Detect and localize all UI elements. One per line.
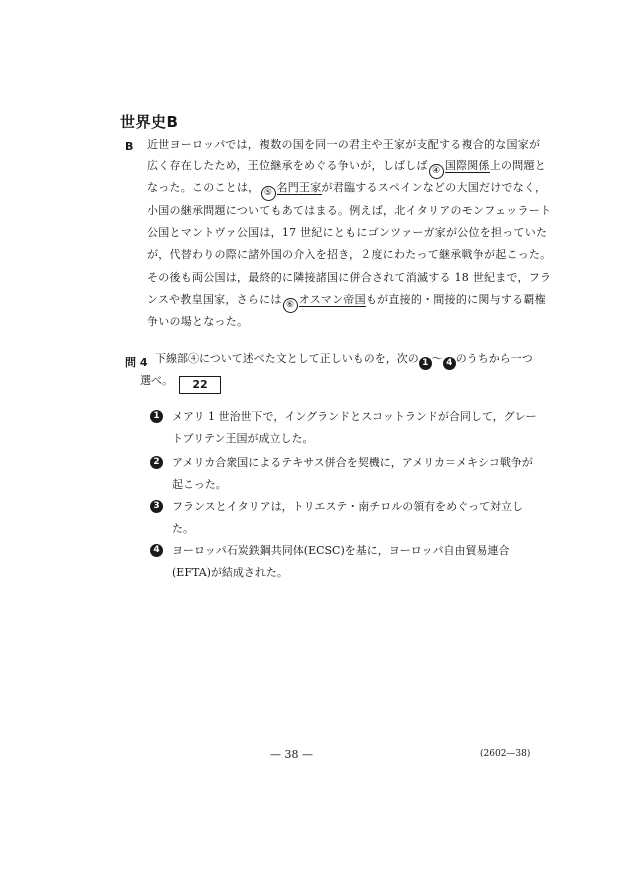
passage-text: もが直接的・間接的に関与する覇権 (365, 293, 546, 306)
passage-text: なった。このことは， (147, 181, 260, 194)
passage-line-7 (147, 271, 551, 285)
passage-text: その後も両公国は，最終的に隣接諸国に併合されて消滅する 18 世紀まで，フラ (147, 271, 552, 284)
passage-text: 争いの場となった。 (147, 315, 249, 328)
option-text: トブリテン王国が成立した。 (172, 432, 314, 445)
option-text: アメリカ合衆国によるテキサス併合を契機に，アメリカ＝メキシコ戦争が (172, 456, 533, 469)
subject-heading: 世界史B (120, 113, 179, 131)
passage-line-2 (147, 159, 546, 179)
passage-line-5 (147, 226, 547, 240)
passage-text: ンスや教皇国家，さらには (147, 293, 282, 306)
underlined-term-4: 国際関係 (444, 159, 490, 172)
passage-line-9 (147, 315, 248, 329)
underlined-term-5: 名門王家 (276, 181, 322, 194)
passage-text: 上の問題と (489, 159, 547, 172)
question-label: 問 4 (125, 356, 148, 369)
passage-line-4 (147, 204, 551, 218)
option-text: た。 (172, 522, 194, 535)
passage-line-3 (147, 181, 546, 201)
passage-line-6 (147, 248, 551, 262)
option-badge: 4 (150, 544, 163, 557)
question-line-1 (155, 352, 533, 370)
option-text: 起こった。 (172, 478, 227, 491)
page-number: — 38 — (270, 748, 313, 761)
range-separator: ～ (431, 352, 443, 365)
underline-marker-4: ④ (429, 164, 444, 179)
passage-text: が君臨するスペインなどの大国だけでなく， (321, 181, 547, 194)
passage-label: B (125, 140, 134, 153)
passage-text: 広く存在したため，王位継承をめぐる争いが，しばしば (147, 159, 428, 172)
option-badge: 1 (150, 410, 163, 423)
passage-text: 公国とマントヴァ公国は，17 世紀にともにゴンツァーガ家が公位を担っていた (147, 226, 548, 239)
underline-marker-5: ⑤ (261, 186, 276, 201)
option-text: ヨーロッパ石炭鉄鋼共同体(ECSC)を基に，ヨーロッパ自由貿易連合 (172, 544, 510, 557)
question-text: 下線部④について述べた文として正しいものを，次の (155, 352, 419, 365)
question-text: 選べ。 (140, 374, 173, 387)
option-badge: 3 (150, 500, 163, 513)
range-start-badge: 1 (419, 357, 432, 370)
underline-marker-6: ⑥ (283, 298, 298, 313)
option-badge: 2 (150, 456, 163, 469)
question-line-2 (140, 374, 221, 394)
question-text: のうちから一つ (455, 352, 533, 365)
answer-box[interactable]: 22 (179, 376, 221, 394)
option-text: メアリ 1 世治世下で，イングランドとスコットランドが合同して，グレー (172, 410, 537, 423)
page-code: (2602—38) (480, 749, 531, 759)
option-text: フランスとイタリアは，トリエステ・南チロルの領有をめぐって対立し (172, 500, 524, 513)
passage-text: 近世ヨーロッパでは，複数の国を同一の君主や王家が支配する複合的な国家が (147, 138, 541, 151)
passage-text: 小国の継承問題についてもあてはまる。例えば，北イタリアのモンフェッラート (147, 204, 552, 217)
passage-line-8 (147, 293, 546, 313)
range-end-badge: 4 (443, 357, 456, 370)
passage-text: が，代替わりの際に諸外国の介入を招き，２度にわたって継承戦争が起こった。 (147, 248, 552, 261)
passage-line-1 (147, 138, 540, 152)
underlined-term-6: オスマン帝国 (298, 293, 366, 306)
option-text: (EFTA)が結成された。 (172, 566, 288, 579)
